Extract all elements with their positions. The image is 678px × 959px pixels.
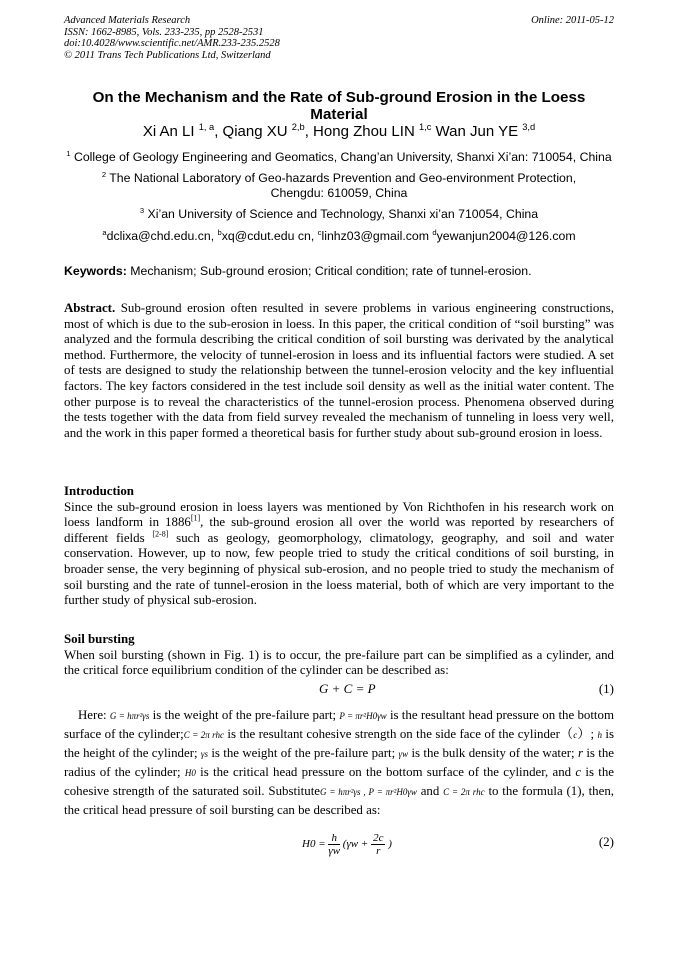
introduction-section bbox=[64, 484, 614, 609]
email-link[interactable]: linhz03@gmail.com bbox=[321, 229, 433, 243]
keywords-line bbox=[64, 264, 614, 278]
equation-2-close: ) bbox=[388, 838, 392, 851]
soil-bursting-text: When soil bursting (shown in Fig. 1) is to occur, the pre-failure part can be simplified as a cylinder, and the critical force equilibrium condition of the cylinder can be described as: bbox=[64, 647, 614, 678]
journal-header bbox=[64, 15, 280, 61]
definition-text: is the critical head pressure on the bottom surface of the cylinder, and bbox=[195, 765, 576, 779]
math-c-symbol: c bbox=[573, 730, 578, 740]
doi-line: doi:10.4028/www.scientific.net/AMR.233-235.2528 bbox=[64, 38, 280, 49]
fraction-denominator: γw bbox=[328, 845, 341, 857]
author-name: Qiang XU bbox=[222, 123, 288, 140]
introduction-heading: Introduction bbox=[64, 484, 134, 498]
definition-text: is the weight of the pre-failure part; bbox=[207, 746, 399, 760]
paper-title: On the Mechanism and the Rate of Sub-ground Erosion in the Loess Material bbox=[92, 89, 586, 123]
email-list bbox=[56, 229, 622, 244]
email-sup: d bbox=[432, 227, 437, 237]
fraction-numerator: h bbox=[328, 832, 340, 845]
equation-1-body: G + C = P bbox=[319, 681, 376, 696]
intro-text: , the sub-ground erosion all over the world was reported by researchers of different fields bbox=[64, 515, 614, 545]
citation-ref[interactable]: [2-8] bbox=[152, 529, 169, 539]
definition-text: is the bulk density of the water; bbox=[408, 746, 578, 760]
definition-text: is the weight of the pre-failure part; bbox=[149, 708, 340, 722]
equation-1-number: (1) bbox=[598, 681, 614, 696]
definition-text: ）; bbox=[577, 727, 598, 741]
here-label: Here: bbox=[78, 708, 107, 722]
abstract-text: Sub-ground erosion often resulted in severe problems in various engineering constructions, most of which is due to the sub-erosion in loess. In this paper, the critical condition of “soil bursting” was analyzed and the formula describing the critical condition of soil bursting was derivated by the analytical method. Furthermore, the velocity of tunnel-erosion in loess and its influential factors were studied. A set of tests are designed to study the relationship between the tunnel-erosion velocity and the key influential factors. The key factors considered in the test include soil density as well as the initial water content. The other purpose is to reveal the characteristics of the tunnel-erosion process. Phenomena observed during the tests together with the data from field survey revealed the mechanism of tunneling in loess very well, and the work in this paper formed a theoretical basis for further study about sub-ground erosion in loess. bbox=[64, 301, 614, 440]
definition-text: is the resultant cohesive strength on the side face of the cylinder（ bbox=[224, 727, 574, 741]
equation-2 bbox=[64, 832, 614, 866]
abstract-paragraph bbox=[64, 301, 614, 441]
variable-definitions bbox=[64, 706, 614, 819]
math-substitution: G = hπr²γs , P = πr²H0γw bbox=[320, 787, 417, 797]
math-c-symbol: c bbox=[575, 765, 582, 779]
definition-text: to the formula (1), then, the critical head pressure of soil bursting can be described as: bbox=[64, 784, 614, 817]
author-affil-sup: 2,b bbox=[291, 122, 305, 132]
abstract-label: Abstract. bbox=[64, 301, 116, 315]
affiliation-text: College of Geology Engineering and Geomatics, Chang’an University, Shanxi Xi’an: 710054, China bbox=[73, 150, 612, 164]
author-affil-sup: 3,d bbox=[522, 122, 536, 132]
author-name: Xi An LI bbox=[142, 123, 195, 140]
intro-text: Since the sub-ground erosion in loess layers was mentioned by Von Richthofen in his research work on loess landform in 1886 bbox=[64, 499, 614, 530]
math-g-definition: G = hπr²γs bbox=[109, 711, 150, 721]
soil-bursting-heading: Soil bursting bbox=[64, 632, 135, 646]
email-sup: a bbox=[102, 227, 107, 237]
math-c-definition: C = 2π rhc bbox=[183, 730, 225, 740]
issn-line: ISSN: 1662-8985, Vols. 233-235, pp 2528-2531 bbox=[64, 26, 264, 38]
affiliation-1 bbox=[56, 150, 622, 165]
math-h-symbol: h bbox=[597, 730, 602, 740]
math-gamma-s-symbol: γs bbox=[200, 749, 208, 759]
copyright-line: © 2011 Trans Tech Publications Ltd, Switzerland bbox=[64, 49, 271, 61]
affiliation-3 bbox=[56, 207, 622, 222]
author-affil-sup: 1,c bbox=[418, 122, 432, 132]
affiliation-sup: 2 bbox=[101, 169, 107, 179]
math-p-definition: P = πr²H0γw bbox=[339, 711, 387, 721]
citation-ref[interactable]: [1] bbox=[190, 513, 201, 523]
equation-2-number: (2) bbox=[598, 834, 614, 849]
definition-text: is the radius of the cylinder; bbox=[64, 746, 614, 779]
math-gamma-w-symbol: γw bbox=[398, 749, 409, 759]
affiliation-text: The National Laboratory of Geo-hazards Prevention and Geo-environment Protection, Chengdu: 610059, China bbox=[109, 171, 577, 200]
keywords-text: Mechanism; Sub-ground erosion; Critical condition; rate of tunnel-erosion. bbox=[130, 264, 532, 278]
equation-2-body bbox=[302, 832, 392, 857]
math-r-symbol: r bbox=[577, 746, 583, 760]
online-date: Online: 2011-05-12 bbox=[531, 15, 614, 26]
affiliation-sup: 3 bbox=[139, 205, 145, 215]
affiliation-sup: 1 bbox=[66, 148, 71, 158]
keywords-label: Keywords: bbox=[64, 264, 127, 278]
journal-name: Advanced Materials Research bbox=[64, 15, 191, 26]
fraction-numerator: 2c bbox=[373, 832, 384, 844]
email-link[interactable]: yewanjun2004@126.com bbox=[436, 229, 576, 243]
fraction-2c-over-r bbox=[371, 832, 385, 857]
affiliation-text: Xi’an University of Science and Technology, Shanxi xi’an 710054, China bbox=[147, 207, 539, 221]
author-affil-sup: 1, a bbox=[198, 122, 215, 132]
fraction-h-over-gamma bbox=[328, 832, 340, 857]
email-sup: c bbox=[317, 227, 322, 237]
author-name: Hong Zhou LIN bbox=[313, 123, 415, 140]
definition-text: is the resultant head pressure on the bottom surface of the cylinder; bbox=[64, 708, 614, 741]
affiliation-2 bbox=[100, 171, 578, 201]
email-link[interactable]: dclixa@chd.edu.cn, bbox=[106, 229, 218, 243]
intro-text: such as geology, geomorphology, climatology, geography, and soil and water conservation. However, up to now, few people tried to study the critical conditions of soil bursting, in broader sense, the very beginning of physical sub-erosion, and no people tried to study the mechanism of soil bursting and the rate of tunnel-erosion in the loess material, both of which are very important to the further study of physical sub-erosion. bbox=[64, 530, 614, 608]
definition-text: is the height of the cylinder; bbox=[64, 727, 614, 760]
soil-bursting-section bbox=[64, 632, 614, 679]
email-link[interactable]: xq@cdut.edu cn, bbox=[221, 229, 318, 243]
math-c-definition: C = 2π rhc bbox=[443, 787, 485, 797]
math-h0-symbol: H0 bbox=[184, 768, 196, 778]
definition-text: and bbox=[416, 784, 444, 798]
equation-2-middle: (γw + bbox=[342, 838, 369, 851]
author-name: Wan Jun YE bbox=[435, 123, 519, 140]
author-list: Xi An LI $^{1, a}$, Qiang XU $^{2,b}$, Hong Zhou LIN $^{1,c}$ Wan Jun YE $^{3,d}$ bbox=[142, 122, 536, 140]
equation-2-lhs: H0 = bbox=[302, 838, 326, 851]
fraction-denominator: r bbox=[376, 845, 381, 857]
definition-text: is the cohesive strength of the saturated soil. Substitute bbox=[64, 765, 614, 798]
email-sup: b bbox=[217, 227, 222, 237]
